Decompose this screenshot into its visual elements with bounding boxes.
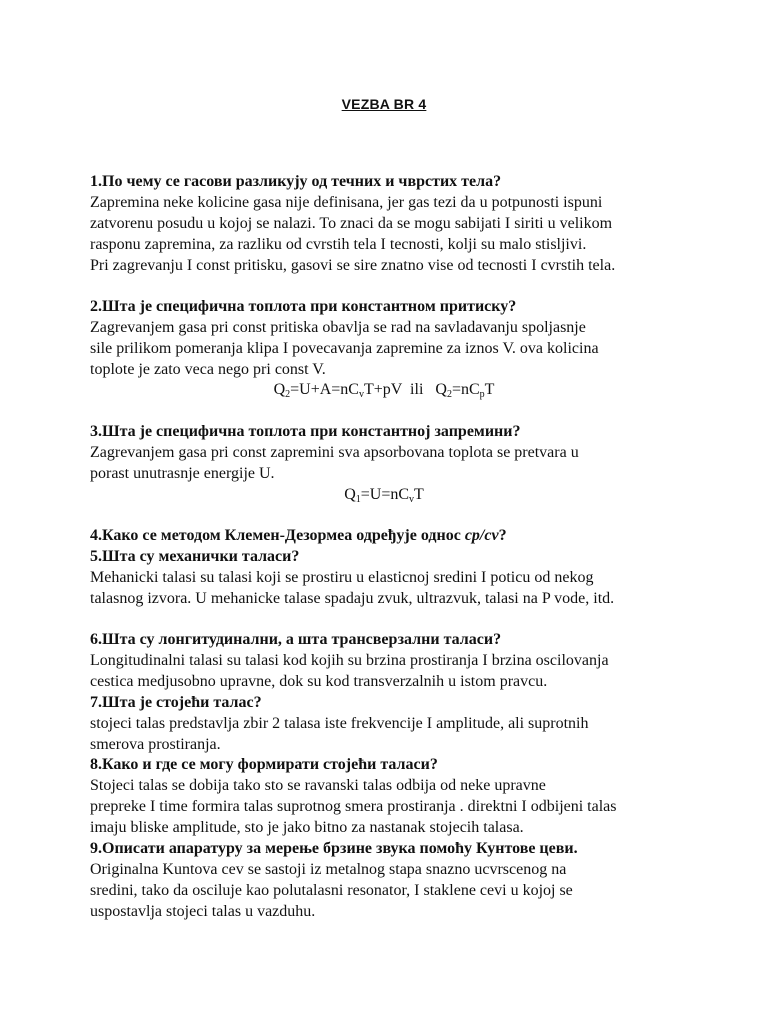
answer-9-line: Originalna Kuntova cev se sastoji iz metalnog stapa snazno ucvrscenog na bbox=[90, 861, 567, 878]
answer-8-line: imaju bliske amplitude, sto je jako bitno za nastanak stojecih talasa. bbox=[90, 819, 524, 836]
question-4-heading: 4.Како се методом Клемен-Дезормеа одређује однос cp/cv? bbox=[90, 527, 507, 544]
answer-6-line: cestica medjusobno upravne, dok su kod transverzalnih u istom pravcu. bbox=[90, 673, 548, 690]
formula-2: $Q_2=U+A=nC_vT+pV$ ili $Q_2=nC_pT$ bbox=[273, 381, 495, 400]
question-2-heading: 2.Шта је специфична топлота при константном притиску? bbox=[90, 298, 517, 315]
question-9-heading: 9.Описати апаратуру за мерење брзине звука помоћу Кунтове цеви. bbox=[90, 840, 578, 857]
answer-2-line: sile prilikom pomeranja klipa I povecavanja zapremine za iznos V. ova kolicina bbox=[90, 340, 599, 357]
answer-8-line: prepreke I time formira talas suprotnog smera prostiranja . direktni I odbijeni talas bbox=[90, 798, 617, 815]
answer-1-line: rasponu zapremina, za razliku od cvrstih tela I tecnosti, kolji su malo stisljivi. bbox=[90, 236, 587, 253]
formula-3: $Q_1=U=nC_vT$ bbox=[344, 486, 424, 505]
question-3-heading: 3.Шта је специфична топлота при константној запремини? bbox=[90, 423, 521, 440]
question-7-heading: 7.Шта је стојећи талас? bbox=[90, 694, 262, 711]
answer-1-line: Zapremina neke kolicine gasa nije definisana, jer gas tezi da u potpunosti ispuni bbox=[90, 194, 603, 211]
answer-7-line: smerova prostiranja. bbox=[90, 736, 221, 753]
answer-6-line: Longitudinalni talasi su talasi kod kojih su brzina prostiranja I brzina oscilovanja bbox=[90, 652, 609, 669]
answer-1-line: zatvorenu posudu u kojoj se nalazi. To znaci da se mogu sabijati I siriti u velikom bbox=[90, 215, 613, 232]
question-5-heading: 5.Шта су механички таласи? bbox=[90, 548, 300, 565]
answer-2-line: Zagrevanjem gasa pri const pritiska obavlja se rad na savladavanju spoljasnje bbox=[90, 319, 586, 336]
question-6-heading: 6.Шта су лонгитудинални, а шта трансверзални таласи? bbox=[90, 631, 502, 648]
question-8-heading: 8.Како и где се могу формирати стојећи таласи? bbox=[90, 756, 438, 773]
answer-3-line: porast unutrasnje energije U. bbox=[90, 465, 275, 482]
answer-9-line: uspostavlja stojeci talas u vazduhu. bbox=[90, 903, 316, 920]
answer-2-line: toplote je zato veca nego pri const V. bbox=[90, 361, 326, 378]
answer-3-line: Zagrevanjem gasa pri const zapremini sva apsorbovana toplota se pretvara u bbox=[90, 444, 579, 461]
answer-9-line: sredini, tako da osciluje kao polutalasni resonator, I staklene cevi u kojoj se bbox=[90, 882, 573, 899]
answer-8-line: Stojeci talas se dobija tako sto se ravanski talas odbija od neke upravne bbox=[90, 777, 546, 794]
question-1-heading: 1.По чему се гасови разликују од течних и чврстих тела? bbox=[90, 173, 502, 190]
answer-5-line: Mehanicki talasi su talasi koji se prostiru u elasticnoj sredini I poticu od nekog bbox=[90, 569, 594, 586]
answer-7-line: stojeci talas predstavlja zbir 2 talasa iste frekvencije I amplitude, ali suprotnih bbox=[90, 715, 589, 732]
answer-5-line: talasnog izvora. U mehanicke talase spadaju zvuk, ultrazvuk, talasi na P vode, itd. bbox=[90, 590, 615, 607]
answer-1-line: Pri zagrevanju I const pritisku, gasovi se sire znatno vise od tecnosti I cvrstih tela. bbox=[90, 257, 616, 274]
document-title: VEZBA BR 4 bbox=[341, 96, 427, 112]
